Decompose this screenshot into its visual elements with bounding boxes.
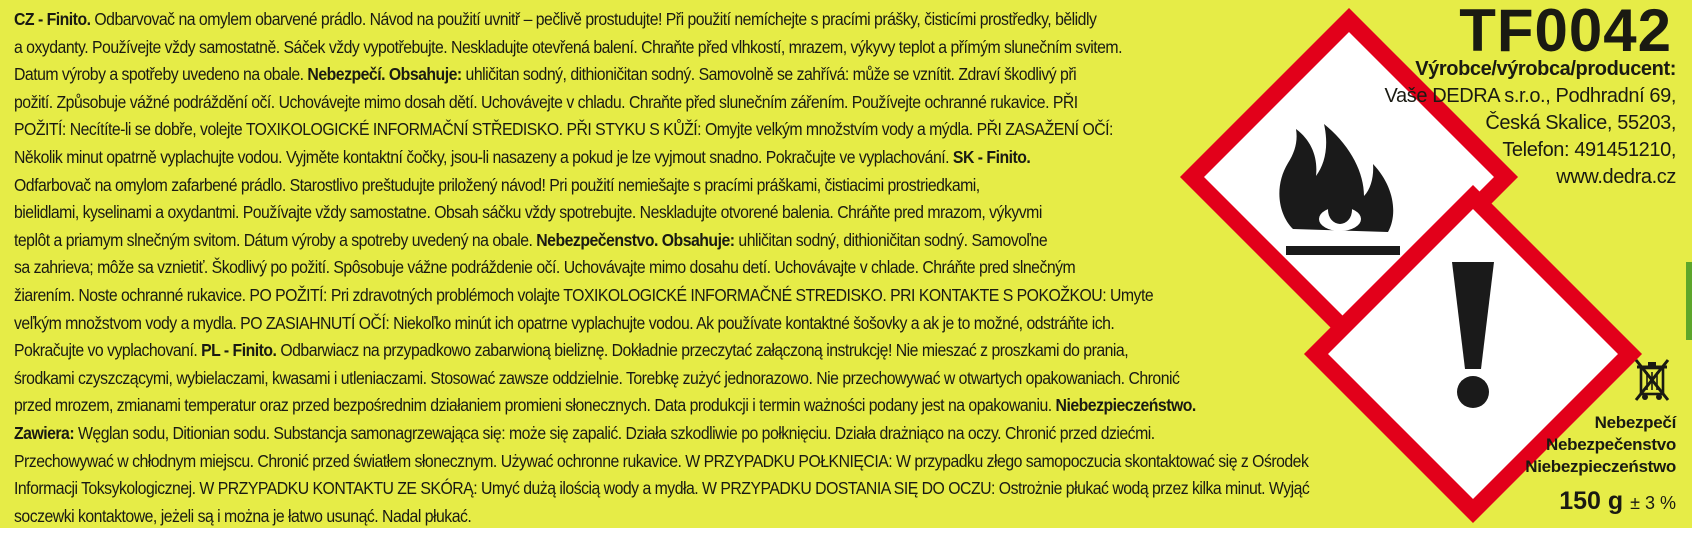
green-edge-strip <box>1686 262 1692 340</box>
text-line <box>14 420 1293 448</box>
bold-text-segment: PL - Finito. <box>201 340 277 361</box>
text-segment: Pokračujte vo vyplachovaní. <box>14 340 202 361</box>
text-line <box>14 61 1293 89</box>
producer-address-line: Vaše DEDRA s.r.o., Podhradní 69, <box>1384 85 1676 107</box>
bold-text-segment: SK - Finito. <box>952 146 1031 167</box>
text-segment: bielidlami, kyselinami a oxydantmi. Používajte vždy samostatne. Obsah sáčku vždy spotrebujte. Neskladujte otvorené balenia. Chráňte pred mrazom, výkyvmi <box>14 202 1042 223</box>
text-line <box>14 34 1293 62</box>
crossed-out-bin-icon <box>1632 356 1672 402</box>
text-segment: uhličitan sodný, dithioničitan sodný. Samovolně se zahřívá: může se vznítit. Zdraví škodlivý při <box>461 64 1077 85</box>
bold-text-segment: Niebezpieczeństwo. <box>1055 395 1196 416</box>
signal-words <box>1525 412 1676 478</box>
text-line <box>14 227 1293 255</box>
text-segment: Datum výroby a spotřeby uvedeno na obale. <box>14 64 308 85</box>
text-line <box>14 6 1293 34</box>
producer-phone: Telefon: 491451210, <box>1502 139 1676 161</box>
text-line <box>14 144 1293 172</box>
text-line <box>14 172 1293 200</box>
text-line <box>14 199 1293 227</box>
text-segment: przed mrozem, zmianami temperatur oraz przed bezpośrednim działaniem promieni słonecznych. Data produkcji i termin ważności podany jest na opakowaniu. <box>14 395 1056 416</box>
text-segment: Przechowywać w chłodnym miejscu. Chronić przed światłem słonecznym. Używać ochronne rukavice. W PRZYPADKU POŁKNIĘCIA: W przypadku złego samopoczucia skontaktować się z Ośrodek <box>14 450 1309 471</box>
text-segment: soczewki kontaktowe, jeżeli są i można je łatwo usunąć. Nadal płukać. <box>14 505 472 526</box>
net-weight <box>1559 486 1676 518</box>
bold-text-segment: Nebezpečí. Obsahuje: <box>307 64 462 85</box>
signal-word-cz: Nebezpečí <box>1594 413 1676 432</box>
text-segment: Odbarvovač na omylem obarvené prádlo. Návod na použití uvnitř – pečlivě prostudujte! Při použití nemíchejte s pracími prášky, čisticími prostředky, bělidly <box>90 9 1097 29</box>
text-line <box>14 282 1293 310</box>
producer-info <box>1385 56 1676 191</box>
text-segment: veľkým množstvom vody a mydla. PO ZASIAHNUTÍ OČÍ: Niekoľko minút ich opatrne vyplachujte vodou. Ak používate kontaktné šošovky a ak je to možné, odstráňte ich. <box>14 312 1115 333</box>
text-segment: teplôt a priamym slnečným svitom. Dátum výroby a spotreby uvedený na obale. <box>14 229 537 250</box>
text-line <box>14 475 1310 503</box>
text-segment: Informacji Toksykologicznej. W PRZYPADKU KONTAKTU ZE SKÓRĄ: Umyć dużą ilością wody a mydła. W PRZYPADKU DOSTANIA SIĘ DO OCZU: Ostrożnie płukać wodą przez kilka minut. Wyjąć <box>14 478 1310 499</box>
text-line <box>14 337 1293 365</box>
text-segment: POŽITÍ: Necítíte-li se dobře, volejte TOXIKOLOGICKÉ INFORMAČNÍ STŘEDISKO. PŘI STYKU S KŮŽÍ: Omyjte velkým množstvím vody a mýdla. PŘI ZASAŽENÍ OČÍ: <box>14 119 1113 140</box>
text-line <box>14 448 1309 476</box>
text-segment: a oxydanty. Používejte vždy samostatně. Sáček vždy vypotřebujte. Neskladujte otevřená balení. Chraňte před vlhkostí, mrazem, výkyvy teplot a přímým slunečním svitem. <box>14 36 1122 57</box>
text-segment: Několik minut opatrně vyplachujte vodou. Vyjměte kontaktní čočky, jsou-li nasazeny a pokud je lze vyjmout snadno. Pokračujte ve vyplachování. <box>14 146 953 167</box>
bold-text-segment: CZ - Finito. <box>14 9 91 29</box>
text-segment: požití. Způsobuje vážné podráždění očí. Uchovávejte mimo dosah dětí. Uchovávejte v chladu. Chraňte před slunečním zářením. Používejte ochranné rukavice. PŘI <box>14 91 1078 112</box>
text-line <box>14 365 1293 393</box>
text-segment: Węglan sodu, Ditionian sodu. Substancja samonagrzewająca się: może się zapalić. Działa szkodliwie po połknięciu. Działa drażniąco na oczy. Chronić przed dziećmi. <box>74 422 1155 443</box>
producer-heading: Výrobce/výrobca/producent: <box>1415 58 1676 80</box>
text-segment: sa zahrieva; môže sa vznietiť. Škodlivý po požití. Spôsobuje vážne podráždenie očí. Uchovávajte mimo dosahu detí. Uchovávajte v chlade. Chráňte pred slnečným <box>14 257 1076 278</box>
net-weight-value: 150 g <box>1559 487 1624 515</box>
text-segment: uhličitan sodný, dithioničitan sodný. Samovoľne <box>734 229 1048 250</box>
text-segment: Odfarbovač na omylom zafarbené prádlo. Starostlivo preštudujte priložený návod! Pri použití nemiešajte s pracími práškami, čistiacimi prostriedkami, <box>14 174 980 195</box>
safety-text-block <box>14 6 1310 530</box>
text-line <box>14 310 1293 338</box>
producer-website: www.dedra.cz <box>1556 166 1676 188</box>
text-segment: środkami czyszczącymi, wybielaczami, kwasami i utleniaczami. Stosować zawsze oddzielnie. Torebkę zużyć jednorazowo. Nie przechowywać w otwartych opakowaniach. Chronić <box>14 367 1180 388</box>
text-line <box>14 116 1293 144</box>
bold-text-segment: Zawiera: <box>14 422 75 443</box>
text-segment: Odbarwiacz na przypadkowo zabarwioną bieliznę. Dokładnie przeczytać załączoną instrukcję! Nie mieszać z proszkami do prania, <box>276 340 1129 361</box>
text-line <box>14 89 1293 117</box>
net-weight-tolerance: ± 3 % <box>1630 493 1676 513</box>
product-code: TF0042 <box>1459 0 1672 64</box>
text-line <box>14 503 1293 531</box>
text-line <box>14 254 1293 282</box>
signal-word-pl: Niebezpieczeństwo <box>1525 457 1676 476</box>
bold-text-segment: Nebezpečenstvo. Obsahuje: <box>536 229 735 250</box>
producer-address-line: Česká Skalice, 55203, <box>1485 112 1676 134</box>
text-segment: žiarením. Noste ochranné rukavice. PO POŽITÍ: Pri zdravotných problémoch volajte TOXIKOLOGICKÉ INFORMAČNÉ STREDISKO. PRI KONTAKTE S POKOŽKOU: Umyte <box>14 284 1154 305</box>
text-line <box>14 392 1293 420</box>
signal-word-sk: Nebezpečenstvo <box>1546 435 1676 454</box>
